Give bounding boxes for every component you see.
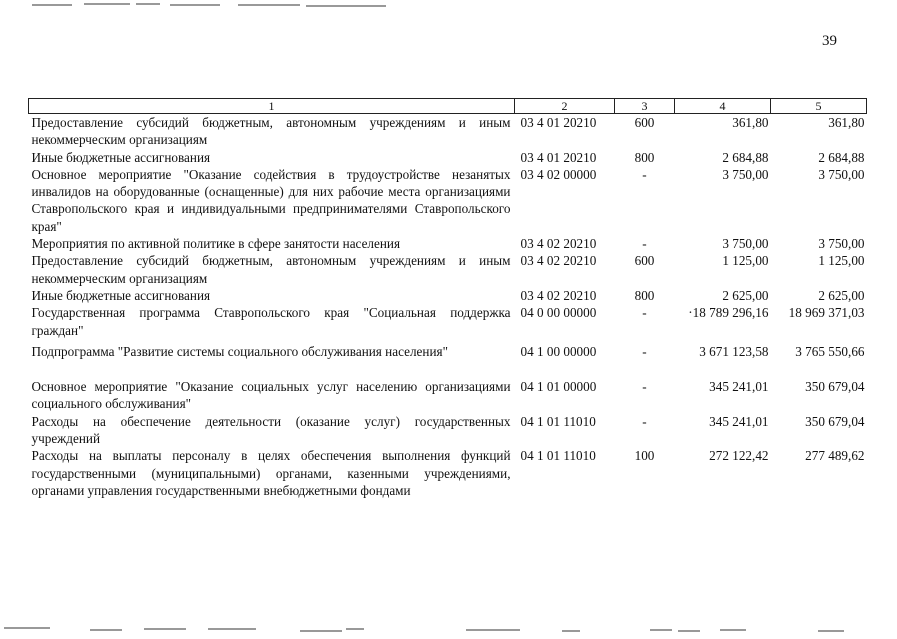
row-sum-year2: 3 765 550,66 [795,343,865,359]
table-row [29,287,867,304]
row-sum-year1: 2 625,00 [722,287,769,303]
row-code: 04 1 00 00000 [520,343,597,359]
budget-table [28,98,867,499]
column-header: 2 [515,99,615,114]
row-expense-type: - [642,413,647,429]
row-code: 04 0 00 00000 [520,305,597,321]
row-expense-type: - [642,166,647,182]
row-expense-type: - [642,343,647,359]
row-code: 03 4 02 20210 [520,253,597,269]
column-header: 1 [29,99,515,114]
row-code: 03 4 02 00000 [520,166,597,182]
row-sum-year1: 345 241,01 [709,413,769,429]
row-sum-year1: 3 671 123,58 [699,343,769,359]
row-sum-year1: 1 125,00 [722,253,769,269]
column-header: 5 [771,99,867,114]
table-row [29,252,867,287]
row-name: Расходы на обеспечение деятельности (оказание услуг) государственных учреждений [31,413,511,447]
row-sum-year2: 2 625,00 [818,287,865,303]
row-expense-type: 800 [634,287,655,303]
row-sum-year2: 3 750,00 [818,236,865,252]
row-sum-year2: 18 969 371,03 [788,305,865,321]
row-name: Иные бюджетные ассигнования [31,287,211,303]
row-sum-year1: 272 122,42 [709,448,769,464]
row-sum-year2: 361,80 [828,115,865,130]
row-sum-year2: 1 125,00 [818,253,865,269]
row-name: Основное мероприятие "Оказание социальных услуг населению организациями социального обслуживания" [31,379,511,412]
row-name: Государственная программа Ставропольского края "Социальная поддержка граждан" [31,305,511,338]
table-row [29,447,867,499]
table-row [29,304,867,339]
row-expense-type: 800 [634,149,655,165]
page-number: 39 [822,33,837,49]
table-row [29,235,867,252]
row-code: 03 4 01 20210 [520,149,597,165]
row-sum-year2: 277 489,62 [805,448,865,464]
row-code: 03 4 02 20210 [520,287,597,303]
row-expense-type: - [642,236,647,252]
row-expense-type: 100 [634,448,655,464]
table-row [29,166,867,235]
row-sum-year2: 350 679,04 [805,379,865,395]
column-header: 3 [615,99,675,114]
column-header: 4 [675,99,771,114]
row-code: 03 4 02 20210 [520,236,597,252]
row-sum-year1: 2 684,88 [722,149,769,165]
row-sum-year2: 2 684,88 [818,149,865,165]
table-row [29,114,867,149]
row-name: Расходы на выплаты персоналу в целях обеспечения выполнения функций государственными (муниципальными) органами, казенными учреждениями, органами управления государственными внебюджетными фондами [31,448,511,498]
row-code: 04 1 01 11010 [520,448,596,464]
row-name: Предоставление субсидий бюджетным, автономным учреждениям и иным некоммерческим организациям [31,253,511,286]
row-name: Мероприятия по активной политике в сфере занятости населения [31,236,401,252]
row-sum-year1: 361,80 [732,115,769,130]
row-code: 03 4 01 20210 [520,115,597,130]
row-name: Подпрограмма "Развитие системы социального обслуживания населения" [31,343,448,359]
row-name: Иные бюджетные ассигнования [31,149,211,165]
row-code: 04 1 01 00000 [520,379,597,395]
table-header-row [29,99,867,114]
row-sum-year1: 3 750,00 [722,236,769,252]
row-expense-type: 600 [634,115,655,130]
row-name: Основное мероприятие "Оказание содействия в трудоустройстве незанятых инвалидов на оборудованные (оснащенные) для них рабочие места организациями Ставропольского края и индивидуальными предпринимателями Ставропольского края" [31,166,511,234]
table-row [29,149,867,166]
row-expense-type: 600 [634,253,655,269]
row-sum-year2: 350 679,04 [805,413,865,429]
row-sum-year2: 3 750,00 [818,166,865,182]
row-sum-year1: 3 750,00 [722,166,769,182]
row-sum-year1: ·18 789 296,16 [688,305,769,321]
scan-artifact-bottom [0,622,897,639]
table-row [29,339,867,378]
scan-artifact-top [0,2,897,8]
row-code: 04 1 01 11010 [520,413,596,429]
row-sum-year1: 345 241,01 [709,379,769,395]
table-row [29,413,867,448]
row-expense-type: - [642,379,647,395]
row-expense-type: - [642,305,647,321]
table-row [29,378,867,413]
row-name: Предоставление субсидий бюджетным, автономным учреждениям и иным некоммерческим организациям [31,115,511,148]
